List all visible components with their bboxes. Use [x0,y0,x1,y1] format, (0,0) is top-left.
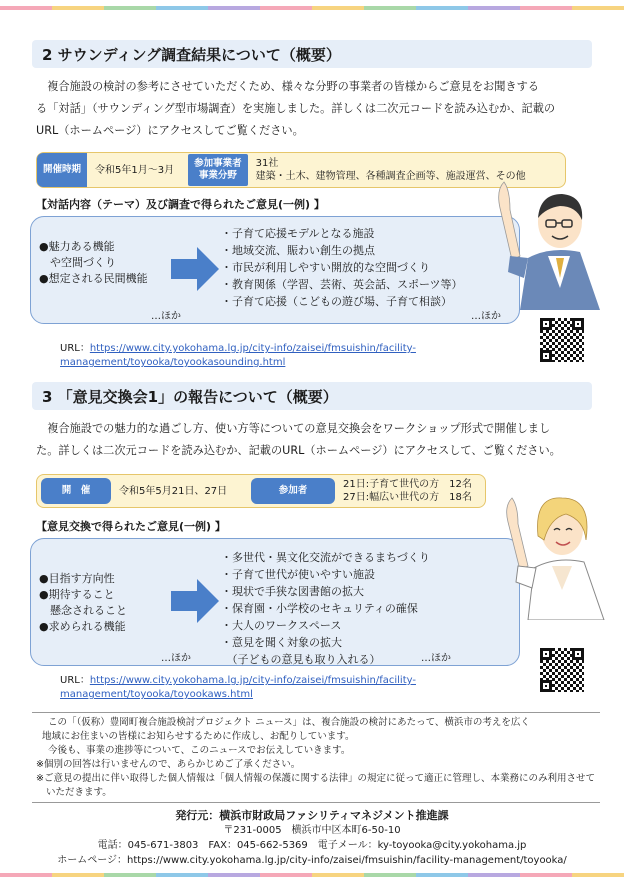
section3-opinion-panel [30,538,520,666]
participants-value: 31社 建築・土木、建物管理、各種調査企画等、施設運営、その他 [255,158,526,182]
section2-paragraph: 複合施設の検討の参考にさせていただくため、様々な分野の事業者の皆様からご意見をお聞きする る「対話」（サウンディング型市場調査）を実施しました。詳しくは二次元コードを読み込むか、記載の URL（ホームページ）にアクセスしてご覧ください。 [36,80,556,137]
notes-divider-bottom [32,802,600,803]
attendees-tag: 参加者 [251,478,335,504]
section2-left-etc: …ほか [151,311,181,322]
notes-block: この「（仮称）豊岡町複合施設検討プロジェクト ニュース」は、複合施設の検討にあたって、横浜市の考えを広く 地域にお住まいの皆様にお知らせするために作成し、お配りしています。 今後も、事業の進捗等について、このニュースでお伝えしていきます。 ※個別の回答は行いませんので、あらかじめご了承ください。 ※ご意見の提出に伴い取得した個人情報は「個人情報の保護に関する法律」の規定に従って適正に管理し、本業務にのみ利用させて いただきます。 [36,717,595,798]
stripe-segment [260,873,312,877]
footer-issuer: 発行元：横浜市財政局ファシリティマネジメント推進課 [175,809,449,822]
stripe-segment [156,873,208,877]
section3-qr-code [540,648,584,692]
stripe-segment [52,6,104,10]
footer [0,808,624,868]
staff-woman-illustration [500,470,615,620]
held-tag: 開 催 [41,478,111,504]
footer-contact: 電話：045-671-3803 FAX：045-662-5369 電子メール：ky-toyooka@city.yokohama.jp [97,840,527,851]
section3-url-link[interactable]: https://www.city.yokohama.lg.jp/city-info/zaisei/fmsuishin/facility- management/toyooka/toyookaws.html [60,675,416,700]
right-arrow-icon [171,579,219,623]
section3-left-etc: …ほか [161,653,191,664]
section2-left-list: ●魅力ある機能 や空間づくり ●想定される民間機能 [39,240,148,285]
section3-right-list: ・多世代・異文化交流ができるまちづくり ・子育て世代が使いやすい施設 ・現状で手狭な図書館の拡大 ・保育園・小学校のセキュリティの確保 ・大人のワークスペース ・意見を聞く対象の拡大 （子どもの意見も取り入れる） [221,551,430,666]
stripe-segment [0,873,52,877]
section2-info-bar [36,152,566,188]
stripe-segment [468,873,520,877]
stripe-segment [416,6,468,10]
stripe-segment [416,873,468,877]
notes-divider-top [32,712,600,713]
participants-tag: 参加事業者 事業分野 [188,154,248,186]
stripe-segment [312,6,364,10]
stripe-segment [208,6,260,10]
section2-heading: 2 サウンディング調査結果について（概要） [32,40,592,68]
stripe-segment [156,6,208,10]
section3-paragraph: 複合施設での魅力的な過ごし方、使い方等についての意見交換会をワークショップ形式で開催しまし た。詳しくは二次元コードを読み込むか、記載のURL（ホームページ）にアクセスして、ご覧ください。 [36,422,561,457]
stripe-segment [312,873,364,877]
section3-subtitle: 【意見交換で得られたご意見(一例) 】 [36,520,226,533]
stripe-segment [260,6,312,10]
section2-right-list: ・子育て応援モデルとなる施設 ・地域交流、賑わい創生の拠点 ・市民が利用しやすい開放的な空間づくり ・教育関係（学習、芸術、英会話、スポーツ等） ・子育て応援（こどもの遊び場、子育て相談） [221,227,463,308]
section3-left-list: ●目指す方向性 ●期待すること 懸念されること ●求められる機能 [39,572,127,633]
section2-opinion-panel [30,216,520,324]
section2-right-etc: …ほか [471,311,501,322]
stripe-segment [0,6,52,10]
footer-homepage[interactable]: ホームページ：https://www.city.yokohama.lg.jp/city-info/zaisei/fmsuishin/facility-management/toyooka/ [57,855,567,866]
section3-right-etc: …ほか [421,653,451,664]
section2-url-link[interactable]: https://www.city.yokohama.lg.jp/city-info/zaisei/fmsuishin/facility- management/toyooka/toyookasounding.html [60,343,416,368]
right-arrow-icon [171,247,219,291]
attendees-value: 21日:子育て世代の方 12名 27日:幅広い世代の方 18名 [343,479,472,503]
period-tag: 開催時期 [37,153,87,187]
stripe-segment [572,873,624,877]
stripe-segment [364,873,416,877]
stripe-segment [52,873,104,877]
stripe-segment [520,6,572,10]
staff-man-illustration [490,160,610,310]
section3-info-bar [36,474,486,508]
bottom-color-stripe [0,873,624,877]
stripe-segment [364,6,416,10]
section3-url: URL：https://www.city.yokohama.lg.jp/city-info/zaisei/fmsuishin/facility- management/toyooka/toyookaws.html [60,675,416,700]
footer-address: 〒231-0005 横浜市中区本町6-50-10 [223,825,401,836]
held-value: 令和5年5月21日、27日 [119,485,228,497]
stripe-segment [208,873,260,877]
top-color-stripe [0,6,624,10]
section2-url: URL：https://www.city.yokohama.lg.jp/city-info/zaisei/fmsuishin/facility- management/toyooka/toyookasounding.html [60,343,416,368]
section3-heading: 3 「意見交換会1」の報告について（概要） [32,382,592,410]
section2-subtitle: 【対話内容（テーマ）及び調査で得られたご意見(一例) 】 [36,198,325,211]
stripe-segment [468,6,520,10]
period-value: 令和5年1月～3月 [95,164,175,176]
stripe-segment [104,873,156,877]
stripe-segment [572,6,624,10]
stripe-segment [104,6,156,10]
stripe-segment [520,873,572,877]
section2-qr-code [540,318,584,362]
